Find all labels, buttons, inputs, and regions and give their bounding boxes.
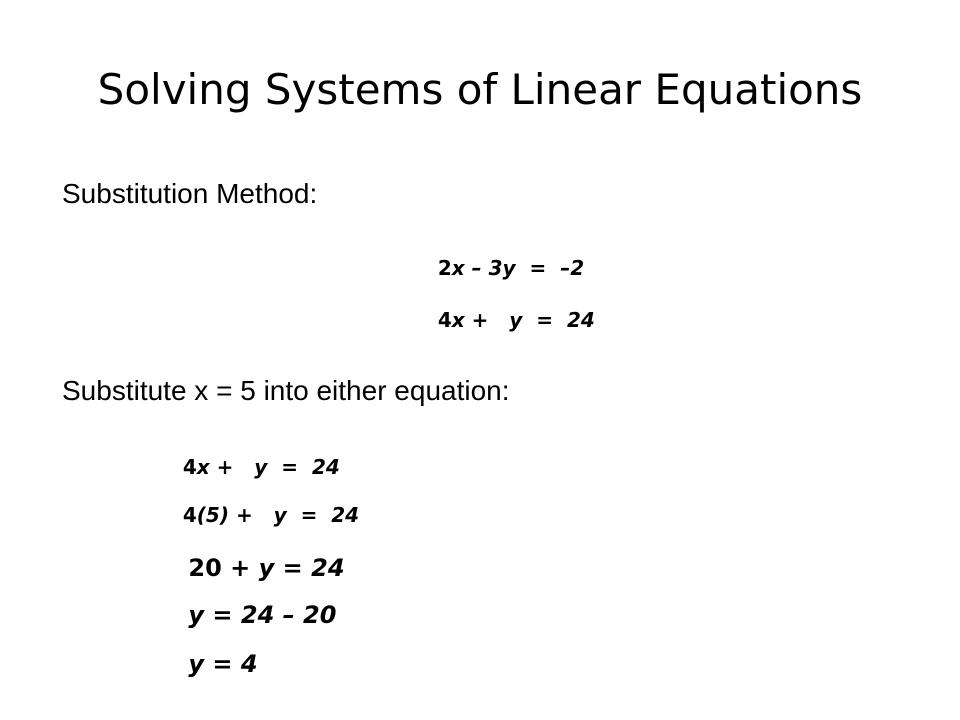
system-equation-2: 4x + y = 24 <box>437 308 595 332</box>
step-equation-2: 4(5) + y = 24 <box>182 503 360 527</box>
step-equation-3: 20 + y = 24 <box>188 554 345 582</box>
step-equation-4: y = 24 – 20 <box>188 601 337 629</box>
system-equation-1: 2x – 3y = –2 <box>437 256 585 280</box>
substitute-label: Substitute x = 5 into either equation: <box>62 375 510 406</box>
step-equation-5: y = 4 <box>188 650 258 678</box>
method-label: Substitution Method: <box>62 178 318 209</box>
slide-title: Solving Systems of Linear Equations <box>97 65 863 114</box>
step-equation-1: 4x + y = 24 <box>182 455 340 479</box>
